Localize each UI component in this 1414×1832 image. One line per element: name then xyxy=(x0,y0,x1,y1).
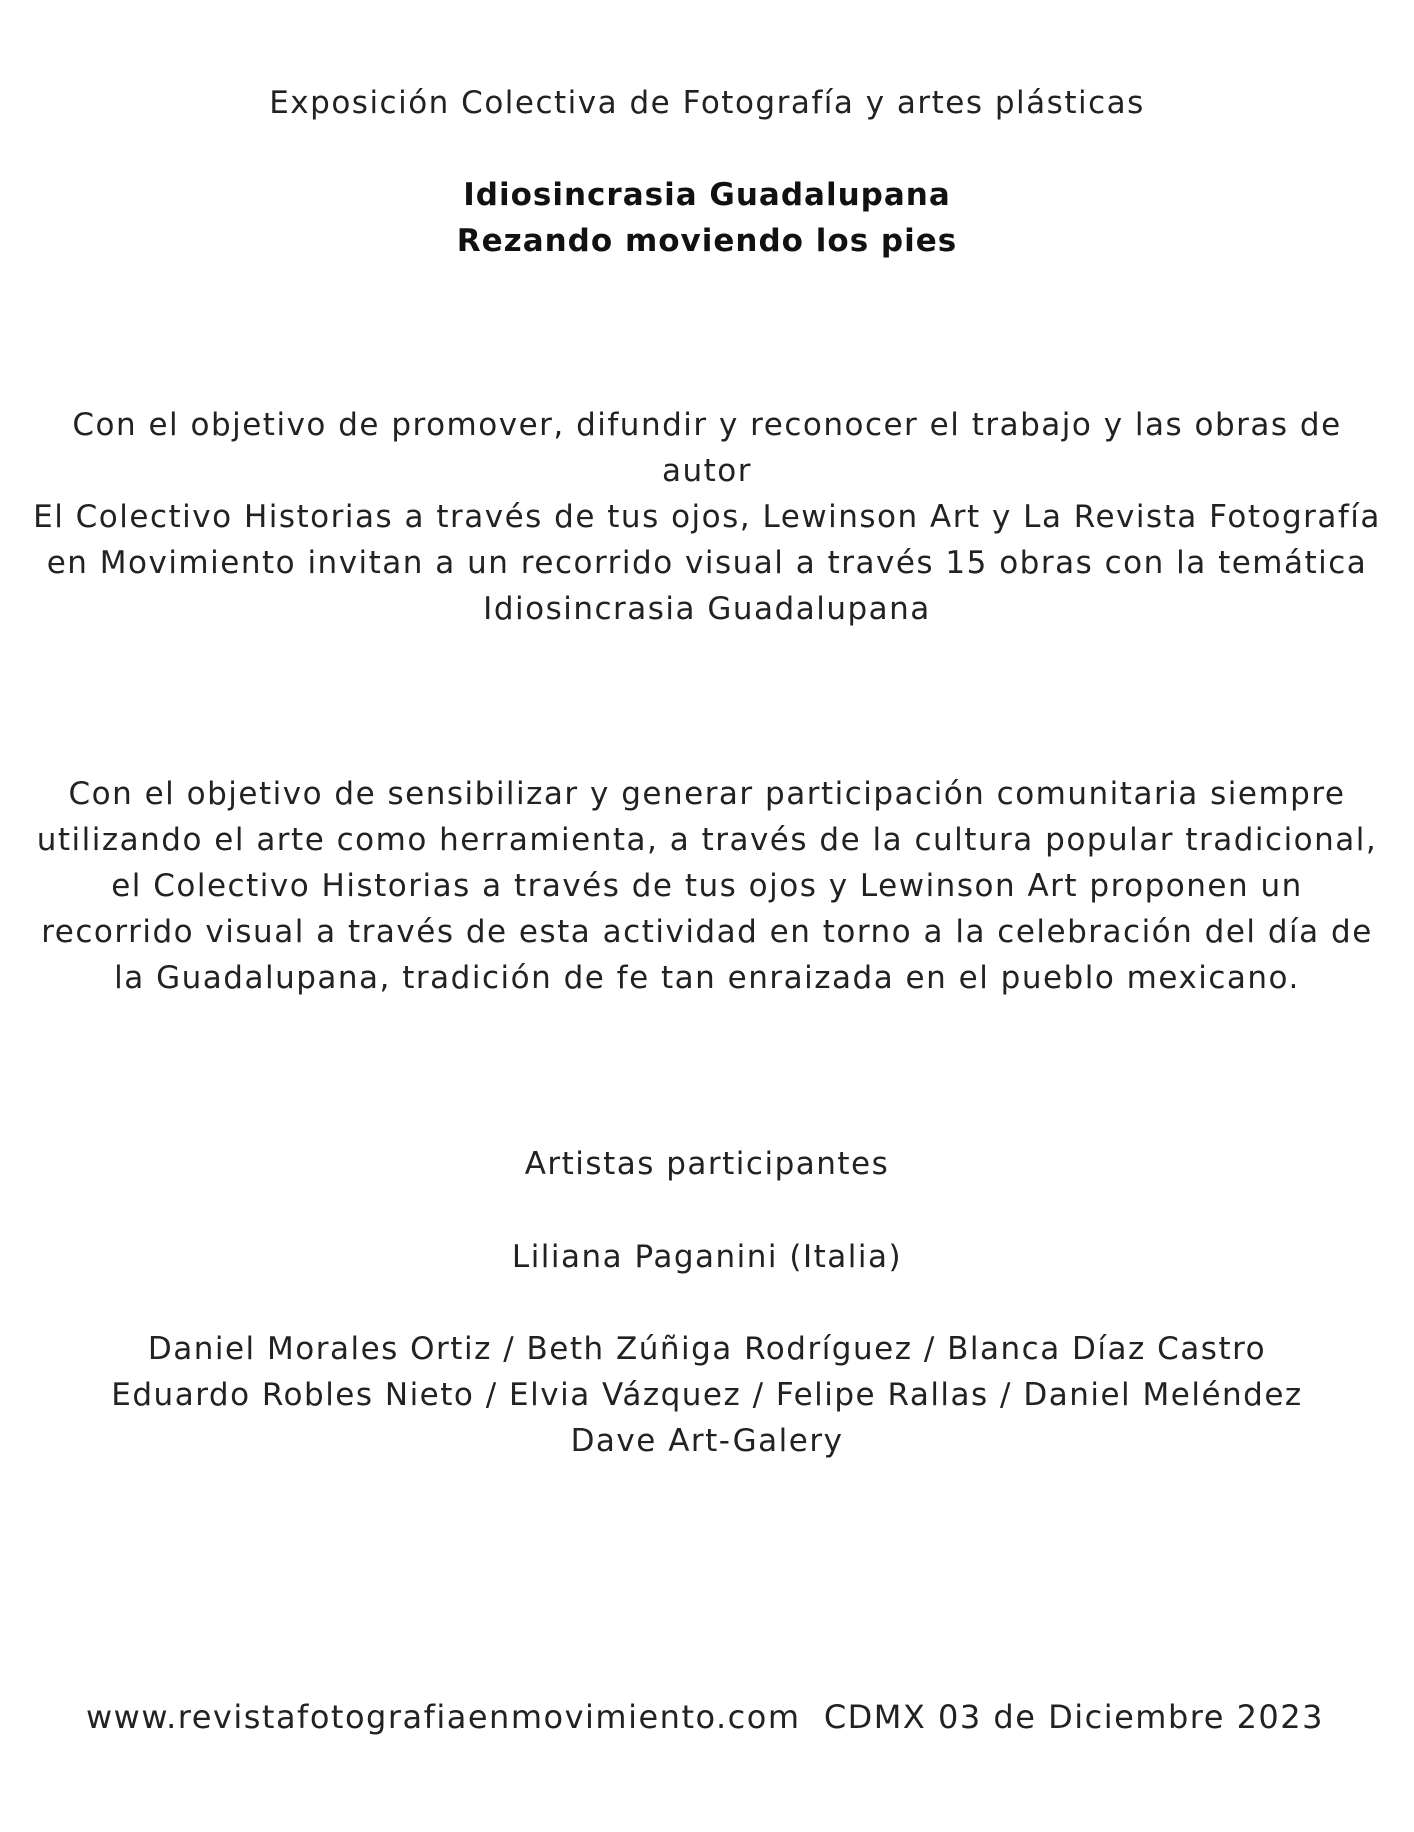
exhibition-subtitle xyxy=(0,80,1414,126)
artists-heading xyxy=(0,1141,1414,1187)
artists-heading-text: Artistas participantes xyxy=(524,1146,890,1182)
paragraph-line: en Movimiento invitan a un recorrido visual a través 15 obras con la temática xyxy=(46,545,1368,581)
paragraph-line: la Guadalupana, tradición de fe tan enraizada en el pueblo mexicano. xyxy=(114,960,1300,996)
artist-list-line: Eduardo Robles Nieto / Elvia Vázquez / Felipe Rallas / Daniel Meléndez xyxy=(111,1377,1303,1413)
title-line-2: Rezando moviendo los pies xyxy=(456,223,958,259)
website-link[interactable]: www.revistafotografiaenmovimiento.com xyxy=(86,1698,801,1736)
paragraph-line: Con el objetivo de promover, difundir y reconocer el trabajo y las obras de xyxy=(72,407,1342,443)
paragraph-line: utilizando el arte como herramienta, a través de la cultura popular tradicional, xyxy=(36,822,1378,858)
paragraph-line: recorrido visual a través de esta actividad en torno a la celebración del día de xyxy=(41,914,1373,950)
artist-list xyxy=(0,1326,1414,1464)
paragraph-line: el Colectivo Historias a través de tus ojos y Lewinson Art proponen un xyxy=(111,868,1303,904)
place-date: CDMX 03 de Diciembre 2023 xyxy=(823,1698,1324,1736)
subtitle-text: Exposición Colectiva de Fotografía y artes plásticas xyxy=(269,85,1145,121)
paragraph-line: El Colectivo Historias a través de tus ojos, Lewinson Art y La Revista Fotografía xyxy=(33,499,1381,535)
guest-artist-text: Liliana Paganini (Italia) xyxy=(511,1239,903,1275)
intro-paragraph xyxy=(0,402,1414,632)
paragraph-line: Idiosincrasia Guadalupana xyxy=(483,591,931,627)
paragraph-line: autor xyxy=(661,453,752,489)
paragraph-line: Con el objetivo de sensibilizar y generar participación comunitaria siempre xyxy=(68,776,1346,812)
title-line-1: Idiosincrasia Guadalupana xyxy=(463,177,951,213)
artist-list-line: Dave Art-Galery xyxy=(570,1423,844,1459)
exhibition-title xyxy=(0,172,1414,264)
objective-paragraph xyxy=(0,771,1414,1001)
guest-artist xyxy=(0,1234,1414,1280)
artist-list-line: Daniel Morales Ortiz / Beth Zúñiga Rodríguez / Blanca Díaz Castro xyxy=(147,1331,1267,1367)
